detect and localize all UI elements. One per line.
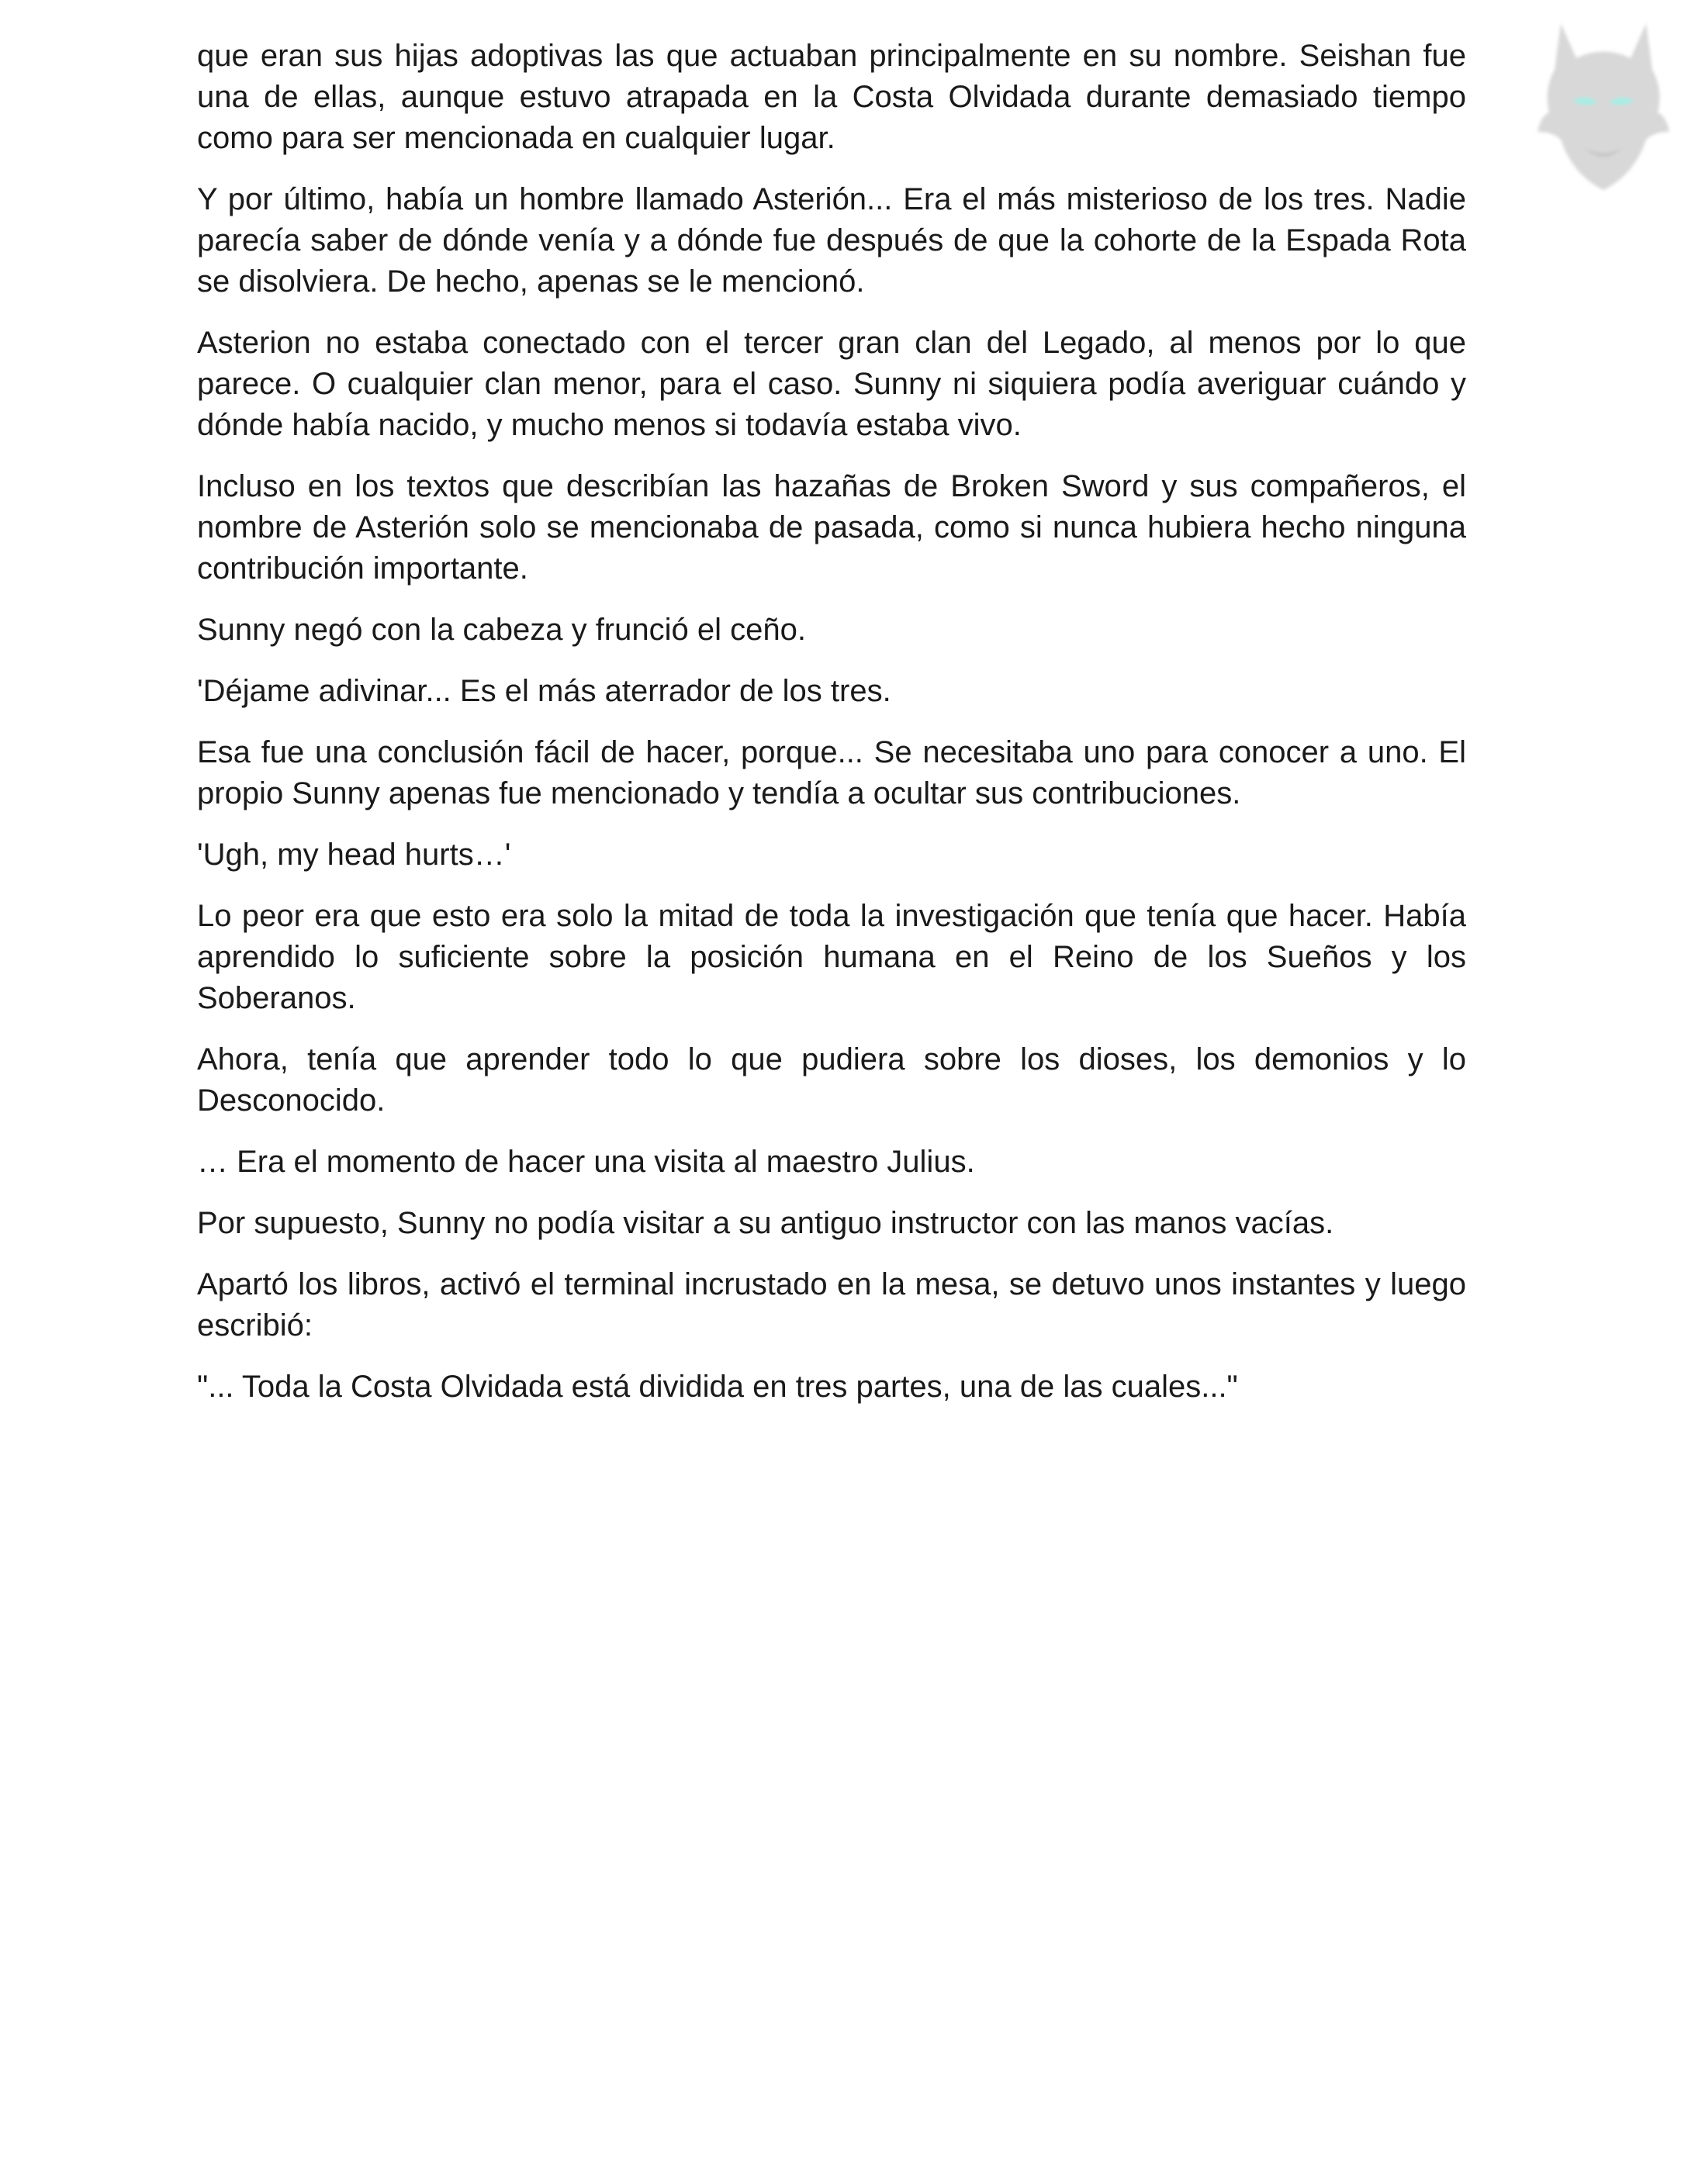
paragraph: 'Déjame adivinar... Es el más aterrador de los tres.	[197, 674, 891, 708]
paragraph: Por supuesto, Sunny no podía visitar a su antiguo instructor con las manos vacías.	[197, 1206, 1334, 1240]
document-body	[197, 36, 1466, 1428]
paragraph: "... Toda la Costa Olvidada está dividida en tres partes, una de las cuales..."	[197, 1370, 1238, 1404]
paragraph: Sunny negó con la cabeza y frunció el ceño.	[197, 613, 806, 647]
paragraph: Apartó los libros, activó el terminal incrustado en la mesa, se detuvo unos instantes y luego escribió:	[197, 1267, 1466, 1343]
paragraph: Ahora, tenía que aprender todo lo que pudiera sobre los dioses, los demonios y lo Desconocido.	[197, 1042, 1466, 1118]
paragraph: Asterion no estaba conectado con el tercer gran clan del Legado, al menos por lo que parece. O cualquier clan menor, para el caso. Sunny ni siquiera podía averiguar cuándo y dónde había nacido, y mucho menos si todavía estaba vivo.	[197, 326, 1466, 442]
paragraph: que eran sus hijas adoptivas las que actuaban principalmente en su nombre. Seishan fue una de ellas, aunque estuvo atrapada en la Costa Olvidada durante demasiado tiempo como para ser mencionada en cualquier lugar.	[197, 39, 1466, 155]
paragraph: Esa fue una conclusión fácil de hacer, porque... Se necesitaba uno para conocer a uno. El propio Sunny apenas fue mencionado y tendía a ocultar sus contribuciones.	[197, 735, 1466, 810]
demon-head-icon	[1530, 16, 1677, 194]
paragraph: Incluso en los textos que describían las hazañas de Broken Sword y sus compañeros, el nombre de Asterión solo se mencionaba de pasada, como si nunca hubiera hecho ninguna contribución importante.	[197, 469, 1466, 586]
paragraph: Y por último, había un hombre llamado Asterión... Era el más misterioso de los tres. Nadie parecía saber de dónde venía y a dónde fue después de que la cohorte de la Espada Rota se disolviera. De hecho, apenas se le mencionó.	[197, 182, 1466, 299]
paragraph: 'Ugh, my head hurts…'	[197, 838, 511, 872]
paragraph: Lo peor era que esto era solo la mitad de toda la investigación que tenía que hacer. Había aprendido lo suficiente sobre la posición humana en el Reino de los Sueños y los Soberanos.	[197, 899, 1466, 1015]
paragraph: … Era el momento de hacer una visita al maestro Julius.	[197, 1145, 975, 1179]
